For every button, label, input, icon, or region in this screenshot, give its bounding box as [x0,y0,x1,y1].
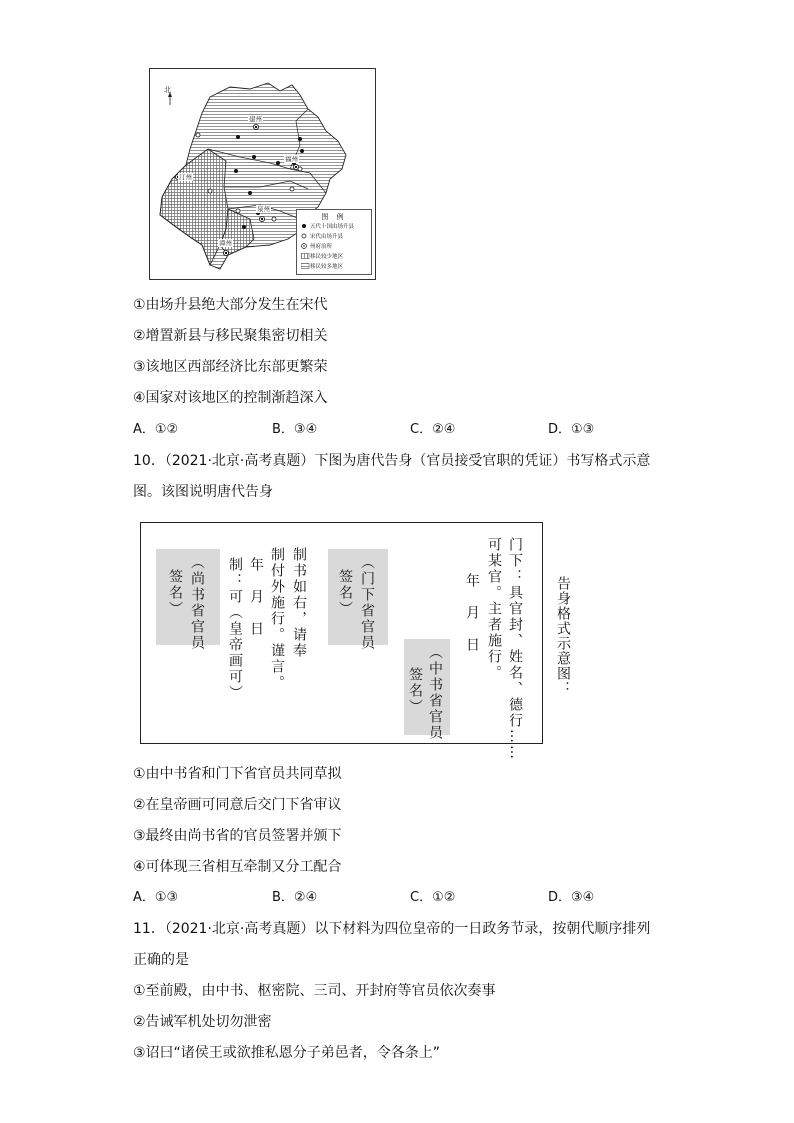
city-label: 泉州 [257,205,270,213]
answer-option-d[interactable]: D．①③ [548,422,595,437]
statement: ①由场升县绝大部分发生在宋代 [133,297,328,313]
gaoshen-format-figure [140,522,543,761]
answer-option-c[interactable]: C．①② [410,890,456,905]
answer-option-d[interactable]: D．③④ [548,890,595,905]
west-region [160,149,228,265]
legend-item: 州府治所 [301,243,332,252]
statement: ①至前殿，由中书、枢密院、三司、开封府等官员依次奏事 [133,983,496,999]
answer-option-b[interactable]: B．②④ [272,890,318,905]
gaoshen-col: 制：可（皇帝画可） [227,557,243,701]
legend-item: 五代十国由场升县 [301,223,354,232]
legend-item: 移民较多地区 [301,263,343,272]
question-stem: 10．（2021·北京·高考真题）下图为唐代告身（官员接受官职的凭证）书写格式示意 [133,453,651,469]
gaoshen-figure-title: 告身格式示意图： [555,576,571,696]
north-label: 北 [164,86,171,94]
statement: ②告诫军机处切勿泄密 [133,1014,272,1030]
legend-item: 宋代由场升县 [301,233,343,242]
city-label: 漳州 [219,239,232,247]
statement: ②在皇帝画可同意后交门下省审议 [133,797,342,813]
statement: ②增置新县与移民聚集密切相关 [133,328,328,344]
question-stem: 图。该图说明唐代告身 [133,484,273,500]
answer-option-a[interactable]: A．①③ [133,890,179,905]
statement: ④国家对该地区的控制渐趋深入 [133,390,328,406]
legend-title: 图 例 [321,213,347,221]
statement: ③最终由尚书省的官员签署并颁下 [133,828,342,844]
fujian-map-figure [149,68,376,280]
gaoshen-col: 年 月 日 [248,557,264,637]
signature-box-shangshu: （尚书省官员 签名） [156,549,220,645]
gaoshen-col: 制付外施行。谨言。 [269,547,285,691]
statement: ①由中书省和门下省官员共同草拟 [133,766,342,782]
legend-item: 移民较少地区 [301,253,343,262]
signature-box-zhongshu: （中书省官员 签名） [404,639,450,735]
city-label: 建州 [249,115,262,123]
answer-option-c[interactable]: C．②④ [410,422,456,437]
signature-box-menxia: （门下省官员 签名） [328,549,388,645]
gaoshen-col: 制书如右，请奉 [291,547,307,659]
city-label: 汀州 [179,173,192,181]
statement: ③该地区西部经济比东部更繁荣 [133,359,328,375]
statement: ③诏曰“诸侯王或欲推私恩分子弟邑者，令各条上” [133,1045,441,1061]
gaoshen-col: 年 月 日 [464,573,480,653]
statement: ④可体现三省相互牵制又分工配合 [133,859,342,875]
answer-option-a[interactable]: A．①② [133,422,179,437]
question-stem: 正确的是 [133,952,189,968]
gaoshen-col: 可某官。主者施行。 [486,537,502,681]
gaoshen-col: 门下：具官封、姓名、德行…… [507,537,523,761]
answer-option-b[interactable]: B．③④ [272,422,318,437]
question-stem: 11．（2021·北京·高考真题）以下材料为四位皇帝的一日政务节录，按朝代顺序排列 [133,921,651,937]
city-label: 福州 [285,155,298,163]
map-legend [296,209,372,275]
